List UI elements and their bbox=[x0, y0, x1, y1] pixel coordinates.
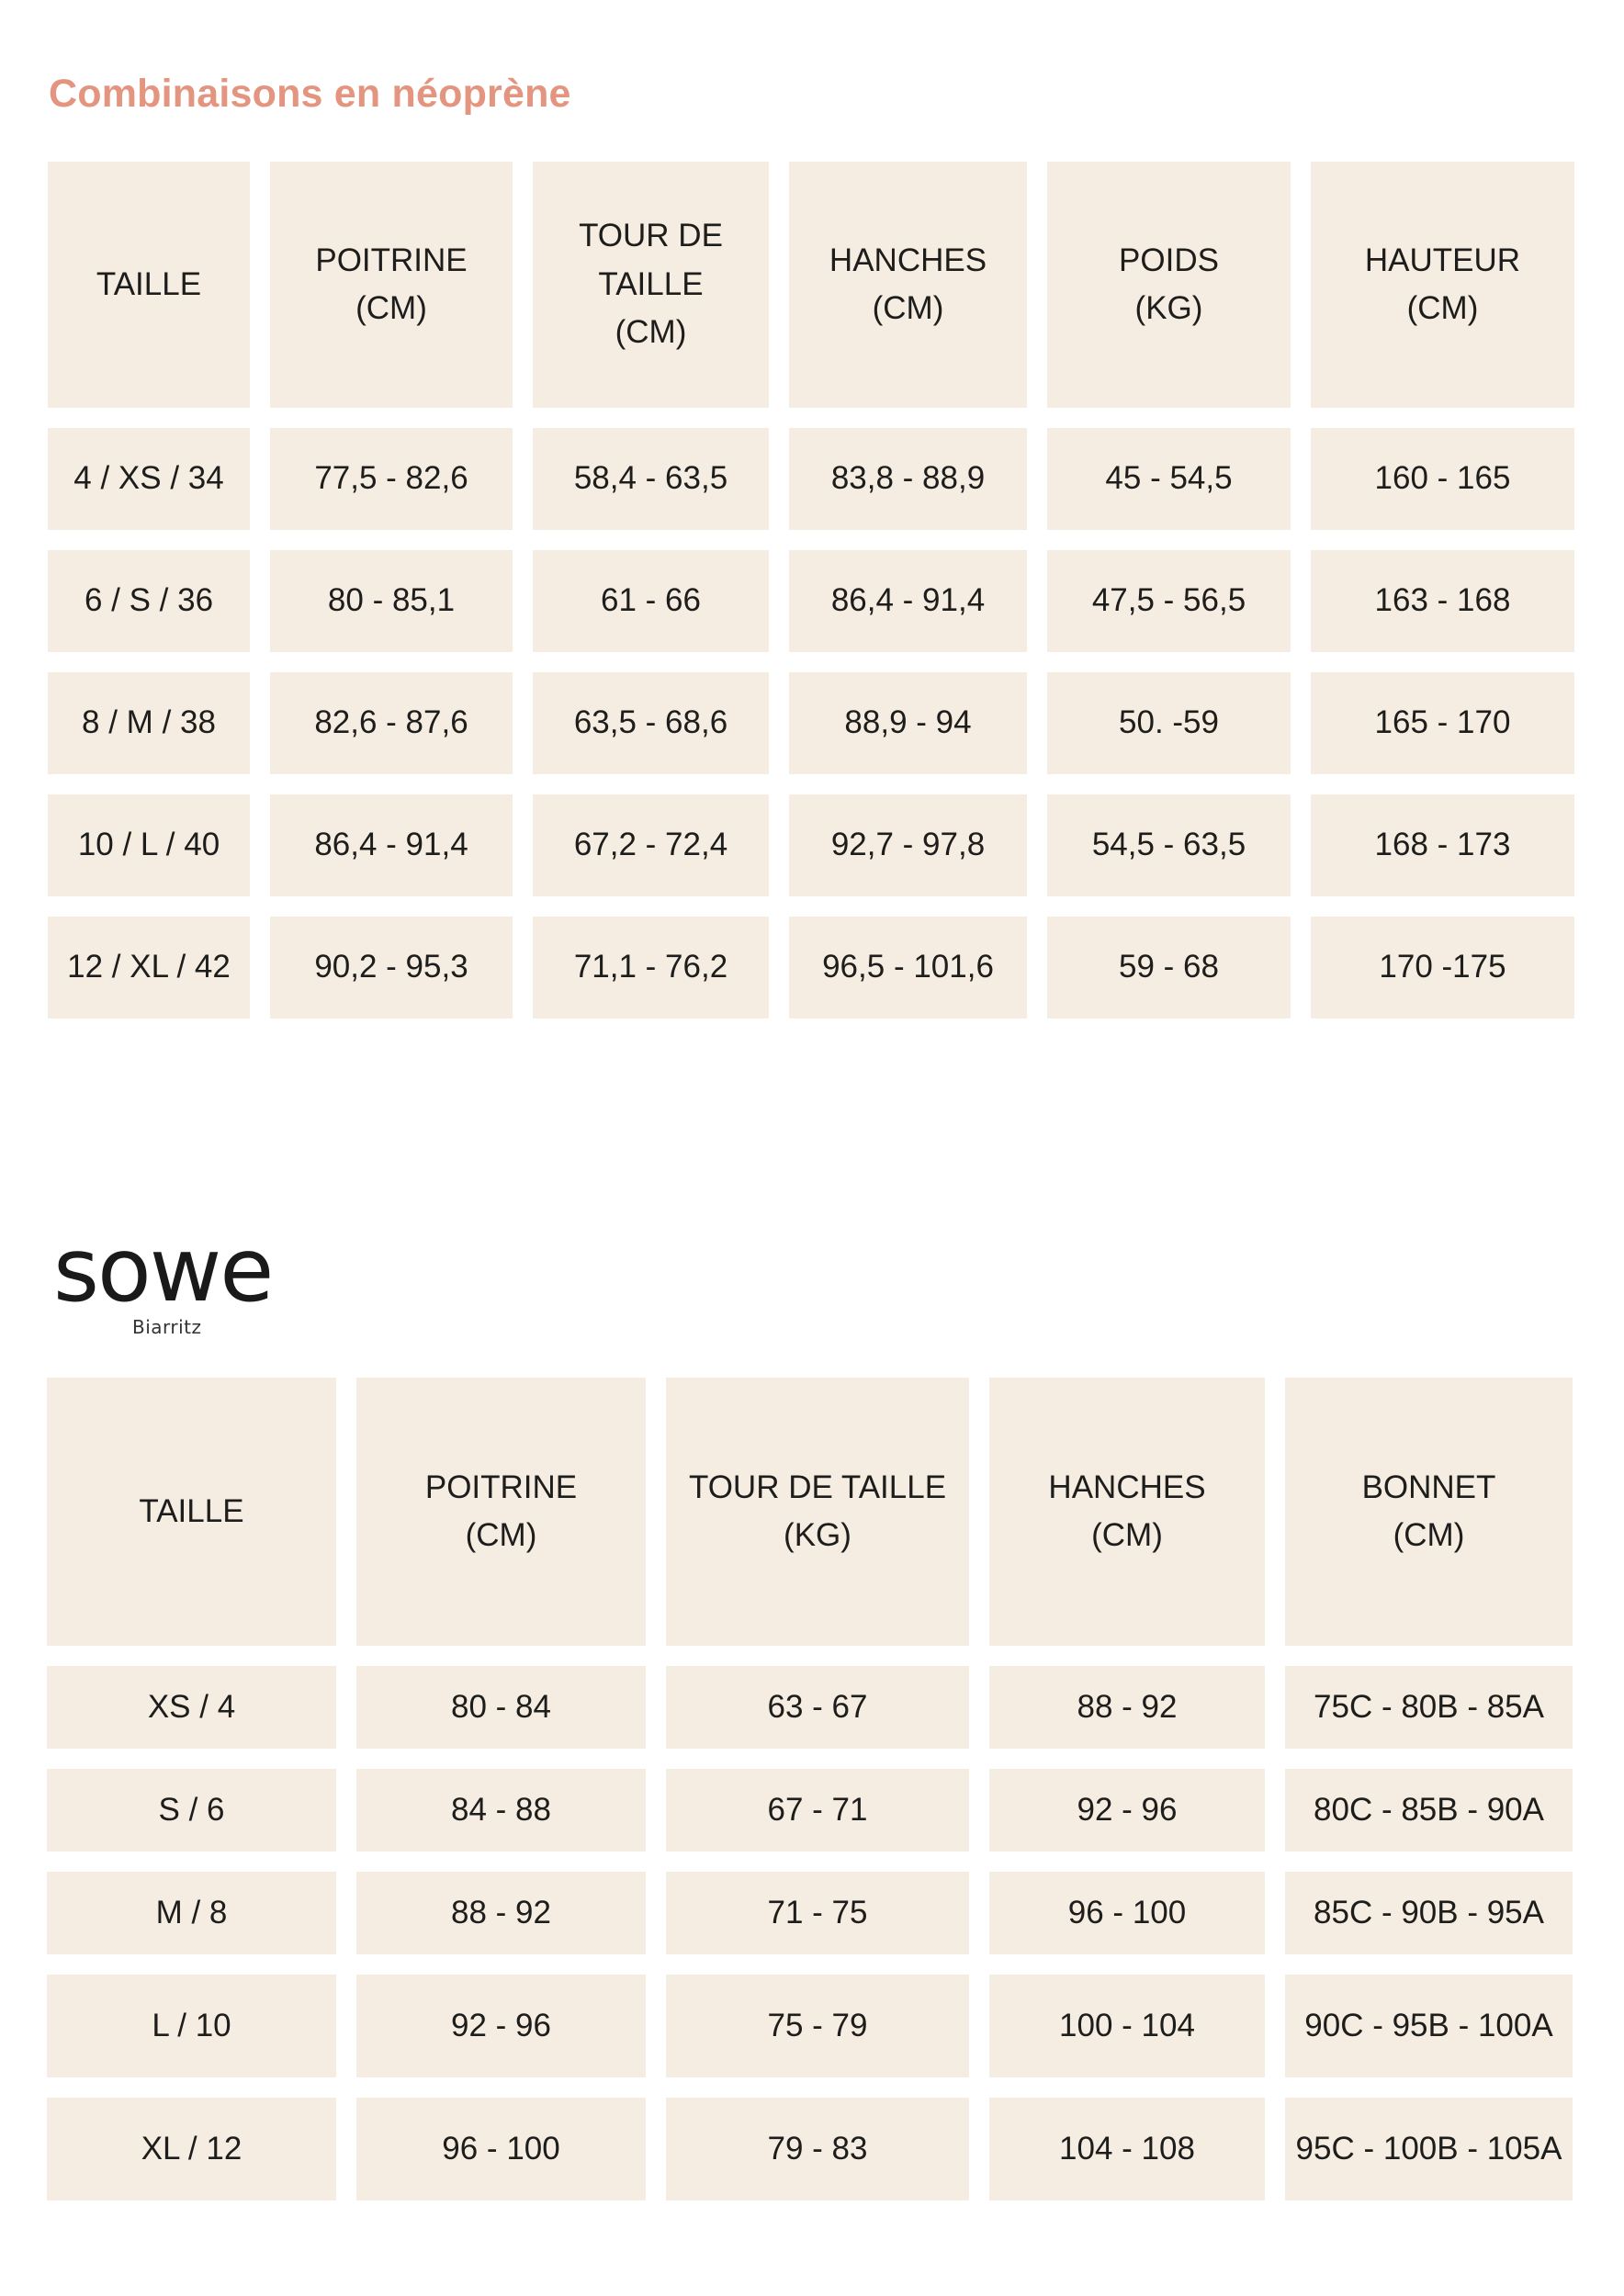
table-cell: 83,8 - 88,9 bbox=[789, 428, 1027, 530]
table-cell: 80 - 84 bbox=[356, 1666, 646, 1749]
column-header: HANCHES (CM) bbox=[789, 162, 1027, 408]
table-cell: 80C - 85B - 90A bbox=[1285, 1769, 1573, 1851]
size-label-cell: 10 / L / 40 bbox=[48, 794, 250, 896]
table-cell: 63,5 - 68,6 bbox=[533, 672, 769, 774]
table-cell: 95C - 100B - 105A bbox=[1285, 2098, 1573, 2200]
table-cell: 96 - 100 bbox=[356, 2098, 646, 2200]
logo-subtitle: Biarritz bbox=[132, 1316, 202, 1338]
table-cell: 82,6 - 87,6 bbox=[270, 672, 513, 774]
size-label-cell: XS / 4 bbox=[47, 1666, 336, 1749]
table-cell: 75 - 79 bbox=[666, 1975, 969, 2077]
logo-wordmark: sowe bbox=[53, 1219, 273, 1322]
table-cell: 90C - 95B - 100A bbox=[1285, 1975, 1573, 2077]
size-label-cell: 12 / XL / 42 bbox=[48, 917, 250, 1019]
size-table-wetsuits bbox=[48, 162, 1577, 1019]
table-cell: 163 - 168 bbox=[1311, 550, 1574, 652]
table-cell: 88 - 92 bbox=[989, 1666, 1265, 1749]
column-header: TOUR DE TAILLE (CM) bbox=[533, 162, 769, 408]
table-cell: 75C - 80B - 85A bbox=[1285, 1666, 1573, 1749]
table-cell: 96 - 100 bbox=[989, 1872, 1265, 1954]
table-cell: 96,5 - 101,6 bbox=[789, 917, 1027, 1019]
column-header: BONNET (CM) bbox=[1285, 1378, 1573, 1646]
table-cell: 85C - 90B - 95A bbox=[1285, 1872, 1573, 1954]
table-cell: 67 - 71 bbox=[666, 1769, 969, 1851]
table-cell: 58,4 - 63,5 bbox=[533, 428, 769, 530]
table-cell: 45 - 54,5 bbox=[1047, 428, 1291, 530]
table-cell: 86,4 - 91,4 bbox=[270, 794, 513, 896]
table-cell: 61 - 66 bbox=[533, 550, 769, 652]
table-cell: 71 - 75 bbox=[666, 1872, 969, 1954]
brand-logo bbox=[53, 1219, 310, 1345]
table-cell: 160 - 165 bbox=[1311, 428, 1574, 530]
table-cell: 100 - 104 bbox=[989, 1975, 1265, 2077]
table-cell: 88 - 92 bbox=[356, 1872, 646, 1954]
size-label-cell: M / 8 bbox=[47, 1872, 336, 1954]
size-label-cell: 6 / S / 36 bbox=[48, 550, 250, 652]
table-cell: 104 - 108 bbox=[989, 2098, 1265, 2200]
table-cell: 63 - 67 bbox=[666, 1666, 969, 1749]
column-header: POITRINE (CM) bbox=[356, 1378, 646, 1646]
table-cell: 54,5 - 63,5 bbox=[1047, 794, 1291, 896]
table-cell: 92,7 - 97,8 bbox=[789, 794, 1027, 896]
column-header: TAILLE bbox=[48, 162, 250, 408]
column-header: HAUTEUR (CM) bbox=[1311, 162, 1574, 408]
size-label-cell: 8 / M / 38 bbox=[48, 672, 250, 774]
table-cell: 165 - 170 bbox=[1311, 672, 1574, 774]
table-cell: 67,2 - 72,4 bbox=[533, 794, 769, 896]
table-cell: 92 - 96 bbox=[989, 1769, 1265, 1851]
column-header: TOUR DE TAILLE (KG) bbox=[666, 1378, 969, 1646]
page-title: Combinaisons en néoprène bbox=[49, 72, 571, 116]
column-header: TAILLE bbox=[47, 1378, 336, 1646]
table-cell: 80 - 85,1 bbox=[270, 550, 513, 652]
table-cell: 88,9 - 94 bbox=[789, 672, 1027, 774]
size-label-cell: S / 6 bbox=[47, 1769, 336, 1851]
size-label-cell: XL / 12 bbox=[47, 2098, 336, 2200]
table-cell: 86,4 - 91,4 bbox=[789, 550, 1027, 652]
size-label-cell: 4 / XS / 34 bbox=[48, 428, 250, 530]
table-cell: 79 - 83 bbox=[666, 2098, 969, 2200]
table-cell: 168 - 173 bbox=[1311, 794, 1574, 896]
column-header: POIDS (KG) bbox=[1047, 162, 1291, 408]
table-cell: 84 - 88 bbox=[356, 1769, 646, 1851]
table-cell: 92 - 96 bbox=[356, 1975, 646, 2077]
table-cell: 170 -175 bbox=[1311, 917, 1574, 1019]
table-cell: 77,5 - 82,6 bbox=[270, 428, 513, 530]
table-cell: 50. -59 bbox=[1047, 672, 1291, 774]
column-header: HANCHES (CM) bbox=[989, 1378, 1265, 1646]
size-label-cell: L / 10 bbox=[47, 1975, 336, 2077]
table-cell: 47,5 - 56,5 bbox=[1047, 550, 1291, 652]
size-table-swimwear bbox=[47, 1378, 1576, 2200]
table-cell: 59 - 68 bbox=[1047, 917, 1291, 1019]
table-cell: 71,1 - 76,2 bbox=[533, 917, 769, 1019]
column-header: POITRINE (CM) bbox=[270, 162, 513, 408]
table-cell: 90,2 - 95,3 bbox=[270, 917, 513, 1019]
